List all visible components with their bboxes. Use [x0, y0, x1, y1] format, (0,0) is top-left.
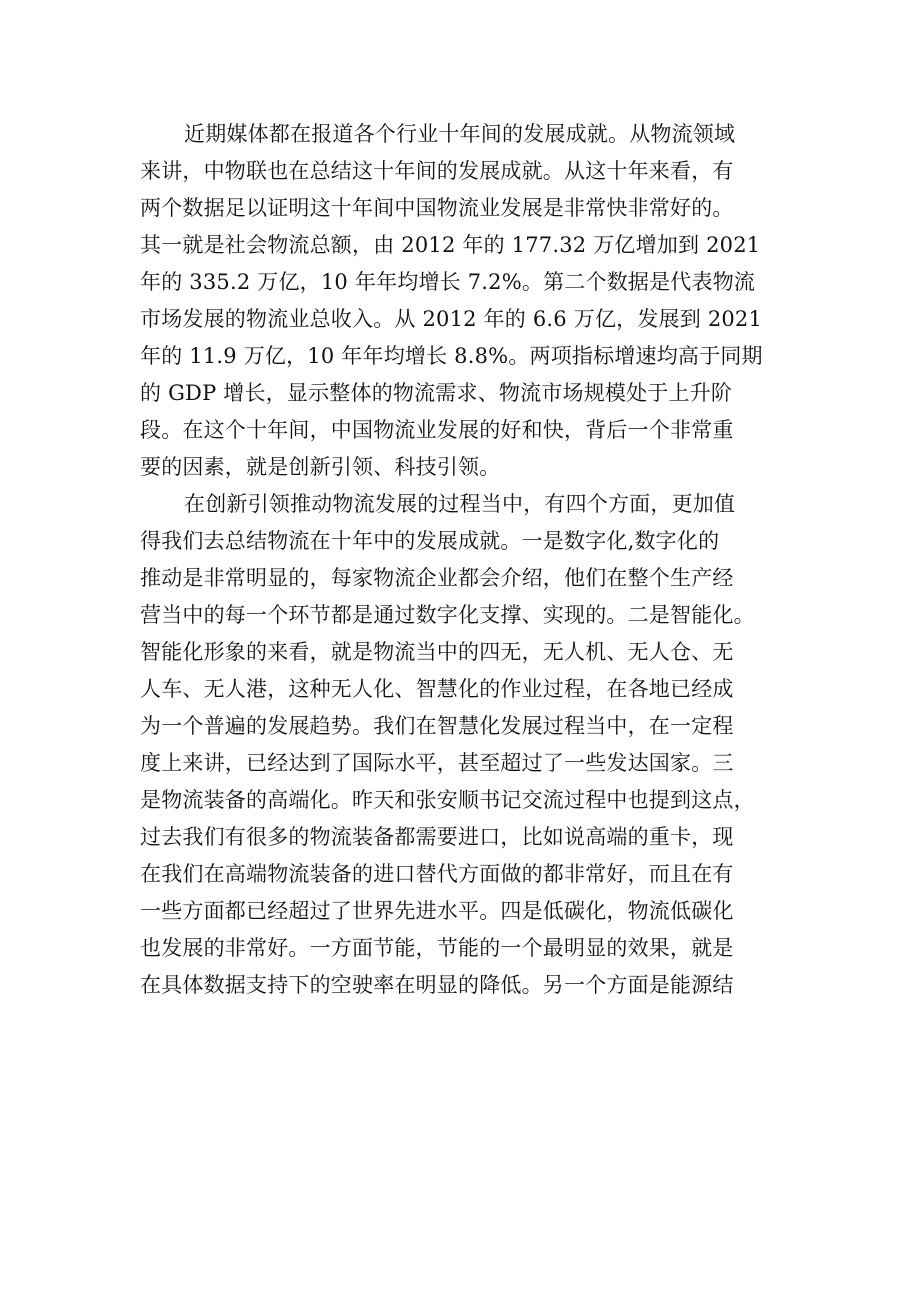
paragraph-1-line-3: 两个数据足以证明这十年间中国物流业发展是非常快非常好的。: [140, 196, 734, 220]
paragraph-1-line-4: 其一就是社会物流总额，由 2012 年的 177.32 万亿增加到 2021: [140, 233, 761, 257]
body-text: [140, 116, 790, 1004]
paragraph-2-line-11: 在我们在高端物流装备的进口替代方面做的都非常好，而且在有: [140, 862, 734, 886]
paragraph-2-line-8: 度上来讲，已经达到了国际水平，甚至超过了一些发达国家。三: [140, 751, 734, 775]
paragraph-2-line-3: 推动是非常明显的，每家物流企业都会介绍，他们在整个生产经: [140, 566, 734, 590]
paragraph-2-line-13: 也发展的非常好。一方面节能，节能的一个最明显的效果，就是: [140, 936, 734, 960]
paragraph-2-line-6: 人车、无人港，这种无人化、智慧化的作业过程，在各地已经成: [140, 677, 734, 701]
paragraph-1-line-6: 市场发展的物流业总收入。从 2012 年的 6.6 万亿，发展到 2021: [140, 307, 763, 331]
paragraph-2-line-7: 为一个普遍的发展趋势。我们在智慧化发展过程当中，在一定程: [140, 714, 734, 738]
paragraph-1-line-2: 来讲，中物联也在总结这十年间的发展成就。从这十年来看，有: [140, 159, 734, 183]
paragraph-1-line-1: 近期媒体都在报道各个行业十年间的发展成就。从物流领域: [184, 122, 736, 146]
paragraph-1-line-9: 段。在这个十年间，中国物流业发展的好和快，背后一个非常重: [140, 418, 734, 442]
paragraph-2-line-5: 智能化形象的来看，就是物流当中的四无，无人机、无人仓、无: [140, 640, 734, 664]
paragraph-1-line-8: 的 GDP 增长，显示整体的物流需求、物流市场规模处于上升阶: [140, 381, 733, 405]
paragraph-2-line-2: 得我们去总结物流在十年中的发展成就。一是数字化,数字化的: [140, 529, 720, 553]
paragraph-2-line-1: 在创新引领推动物流发展的过程当中，有四个方面，更加值: [184, 492, 736, 516]
paragraph-1-line-5: 年的 335.2 万亿，10 年年均增长 7.2%。第二个数据是代表物流: [140, 270, 756, 294]
paragraph-1-line-10: 要的因素，就是创新引领、科技引领。: [140, 455, 501, 479]
paragraph-2-line-14: 在具体数据支持下的空驶率在明显的降低。另一个方面是能源结: [140, 973, 734, 997]
paragraph-2-line-4: 营当中的每一个环节都是通过数字化支撑、实现的。二是智能化。: [140, 603, 755, 627]
paragraph-1-line-7: 年的 11.9 万亿，10 年年均增长 8.8%。两项指标增速均高于同期: [140, 344, 763, 368]
paragraph-2-line-10: 过去我们有很多的物流装备都需要进口，比如说高端的重卡，现: [140, 825, 734, 849]
paragraph-2-line-12: 一些方面都已经超过了世界先进水平。四是低碳化，物流低碳化: [140, 899, 734, 923]
paragraph-2-line-9: 是物流装备的高端化。昨天和张安顺书记交流过程中也提到这点，: [140, 788, 755, 812]
